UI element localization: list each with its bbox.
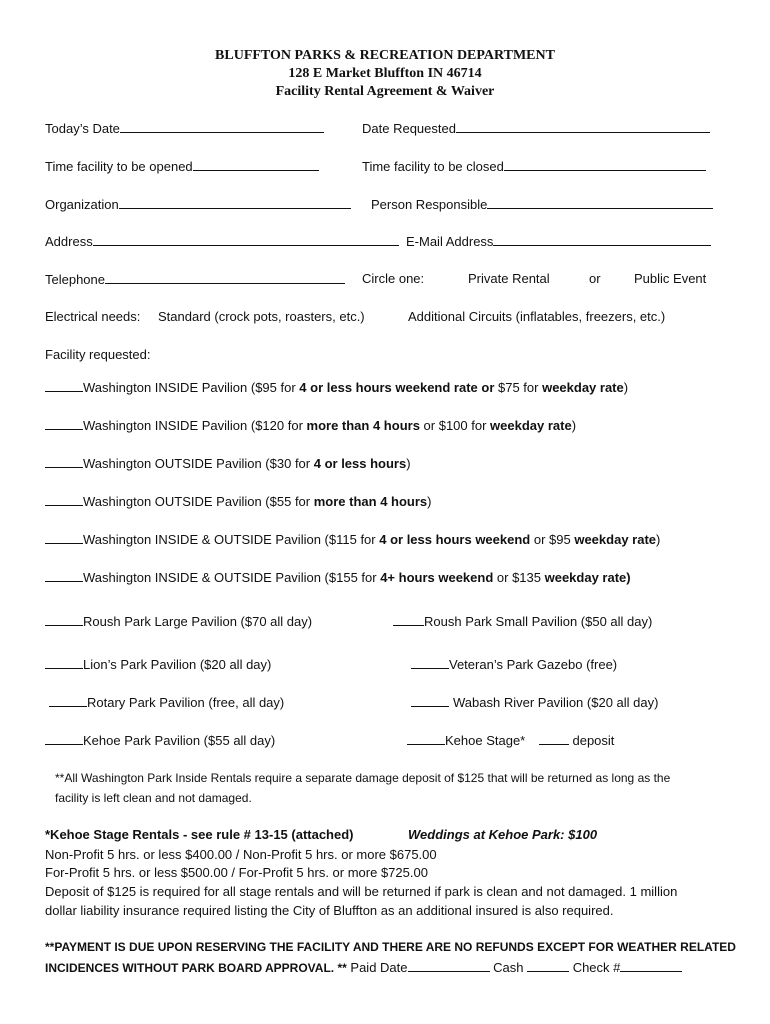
stage-deposit-line1: Deposit of $125 is required for all stage rentals and will be returned if park is clean and not damaged. 1 million xyxy=(45,884,678,899)
check-number-blank[interactable] xyxy=(620,959,682,972)
telephone-field[interactable] xyxy=(45,271,345,287)
checkbox-blank[interactable] xyxy=(49,694,87,707)
department-address: 128 E Market Bluffton IN 46714 xyxy=(288,66,482,81)
option-text: Washington OUTSIDE Pavilion ($55 for xyxy=(83,494,314,509)
option-text: Washington INSIDE & OUTSIDE Pavilion ($155 for xyxy=(83,570,381,585)
option-text: Washington OUTSIDE Pavilion ($30 for xyxy=(83,456,314,471)
option-text: Wabash River Pavilion ($20 all day) xyxy=(453,695,659,710)
washington-outside-more-option[interactable] xyxy=(45,493,432,509)
checkbox-blank[interactable] xyxy=(411,694,449,707)
forprofit-rates: For-Profit 5 hrs. or less $500.00 / For-Profit 5 hrs. or more $725.00 xyxy=(45,865,428,880)
todays-date-field[interactable] xyxy=(45,120,324,136)
option-text: Veteran’s Park Gazebo (free) xyxy=(449,657,618,672)
date-requested-field[interactable] xyxy=(362,120,710,136)
telephone-label: Telephone xyxy=(45,272,105,287)
deposit-note-line1: **All Washington Park Inside Rentals require a separate damage deposit of $125 that will be returned as long as the xyxy=(55,771,671,785)
option-bold-text: weekday rate xyxy=(542,380,624,395)
checkbox-blank[interactable] xyxy=(45,455,83,468)
veterans-gazebo-option[interactable] xyxy=(411,656,617,672)
option-text: or $135 xyxy=(493,570,545,585)
time-closed-blank[interactable] xyxy=(504,158,706,171)
payment-policy-line2 xyxy=(45,959,682,975)
person-responsible-blank[interactable] xyxy=(487,196,713,209)
option-text: Roush Park Small Pavilion ($50 all day) xyxy=(424,614,653,629)
checkbox-blank[interactable] xyxy=(393,613,424,626)
person-responsible-label: Person Responsible xyxy=(371,197,488,212)
option-text: ) xyxy=(406,456,411,471)
option-bold-text: weekday rate xyxy=(574,532,657,547)
telephone-blank[interactable] xyxy=(105,271,345,284)
checkbox-blank[interactable] xyxy=(411,656,449,669)
option-bold-text: 4+ hours weekend xyxy=(380,570,494,585)
payment-policy-line1: **PAYMENT IS DUE UPON RESERVING THE FACILITY AND THERE ARE NO REFUNDS EXCEPT FOR WEATHER RELATED xyxy=(45,940,736,954)
option-bold-text: 4 or less hours xyxy=(313,456,407,471)
wabash-river-option[interactable] xyxy=(411,694,658,710)
todays-date-blank[interactable] xyxy=(120,120,324,133)
email-blank[interactable] xyxy=(493,233,711,246)
checkbox-blank[interactable] xyxy=(407,732,445,745)
kehoe-pavilion-option[interactable] xyxy=(45,732,275,748)
kehoe-stage-rule: *Kehoe Stage Rentals - see rule # 13-15 (attached) xyxy=(45,827,354,842)
washington-outside-4hr-option[interactable] xyxy=(45,455,411,471)
option-text: ) xyxy=(656,532,661,547)
option-text: ) xyxy=(571,418,577,433)
lions-park-option[interactable] xyxy=(45,656,271,672)
checkbox-blank[interactable] xyxy=(45,493,83,506)
or-text: or xyxy=(589,271,601,286)
address-field[interactable] xyxy=(45,233,399,249)
organization-label: Organization xyxy=(45,197,119,212)
todays-date-label: Today’s Date xyxy=(45,121,120,136)
checkbox-blank[interactable] xyxy=(45,379,83,392)
time-closed-field[interactable] xyxy=(362,158,706,174)
payment-policy-text: INCIDENCES WITHOUT PARK BOARD APPROVAL. ** xyxy=(45,961,347,975)
option-text: Washington INSIDE Pavilion ($120 for xyxy=(83,418,307,433)
time-closed-label: Time facility to be closed xyxy=(362,159,504,174)
cash-blank[interactable] xyxy=(527,959,569,972)
kehoe-weddings-price: Weddings at Kehoe Park: $100 xyxy=(408,827,598,842)
email-field[interactable] xyxy=(406,233,711,249)
email-label: E-Mail Address xyxy=(406,234,494,249)
cash-label: Cash xyxy=(489,960,528,975)
checkbox-blank[interactable] xyxy=(45,569,83,582)
time-opened-label: Time facility to be opened xyxy=(45,159,193,174)
time-opened-field[interactable] xyxy=(45,158,319,174)
check-label: Check # xyxy=(569,960,621,975)
rotary-park-option[interactable] xyxy=(49,694,284,710)
option-bold-text: weekday rate xyxy=(490,418,572,433)
deposit-blank[interactable] xyxy=(539,732,569,745)
organization-field[interactable] xyxy=(45,196,351,212)
option-text: or $100 for xyxy=(419,418,491,433)
washington-both-plus-option[interactable] xyxy=(45,569,631,585)
private-rental-option[interactable]: Private Rental xyxy=(468,271,550,286)
person-responsible-field[interactable] xyxy=(371,196,713,212)
date-requested-blank[interactable] xyxy=(456,120,710,133)
public-event-option[interactable]: Public Event xyxy=(634,271,707,286)
checkbox-blank[interactable] xyxy=(45,656,83,669)
additional-circuits-option[interactable]: Additional Circuits (inflatables, freezers, etc.) xyxy=(408,309,666,324)
option-bold-text: 4 or less hours weekend rate or xyxy=(299,380,495,395)
paid-date-label: Paid Date xyxy=(346,960,408,975)
paid-date-blank[interactable] xyxy=(408,959,490,972)
option-bold-text: more than 4 hours xyxy=(306,418,420,433)
option-bold-text: weekday rate) xyxy=(544,570,631,585)
option-text: Washington INSIDE & OUTSIDE Pavilion ($115 for xyxy=(83,532,380,547)
washington-both-4hr-option[interactable] xyxy=(45,531,660,547)
option-text: Rotary Park Pavilion (free, all day) xyxy=(87,695,285,710)
kehoe-stage-option[interactable] xyxy=(407,732,614,748)
organization-blank[interactable] xyxy=(119,196,351,209)
roush-small-option[interactable] xyxy=(393,613,652,629)
address-blank[interactable] xyxy=(93,233,399,246)
option-bold-text: more than 4 hours xyxy=(313,494,428,509)
option-text: ) xyxy=(623,380,629,395)
nonprofit-rates: Non-Profit 5 hrs. or less $400.00 / Non-Profit 5 hrs. or more $675.00 xyxy=(45,847,437,862)
option-text: Lion’s Park Pavilion ($20 all day) xyxy=(83,657,272,672)
standard-electrical-option[interactable]: Standard (crock pots, roasters, etc.) xyxy=(158,309,365,324)
stage-deposit-line2: dollar liability insurance required listing the City of Bluffton as an additional insured is also required. xyxy=(45,903,614,918)
time-opened-blank[interactable] xyxy=(193,158,319,171)
deposit-label: deposit xyxy=(572,733,615,748)
checkbox-blank[interactable] xyxy=(45,531,83,544)
checkbox-blank[interactable] xyxy=(45,613,83,626)
washington-inside-more-option[interactable] xyxy=(45,417,576,433)
electrical-needs-label: Electrical needs: xyxy=(45,309,141,324)
option-text: $75 for xyxy=(494,380,543,395)
option-bold-text: 4 or less hours weekend xyxy=(379,532,531,547)
option-text: Kehoe Park Pavilion ($55 all day) xyxy=(83,733,276,748)
checkbox-blank[interactable] xyxy=(45,417,83,430)
option-text: Washington INSIDE Pavilion ($95 for xyxy=(83,380,300,395)
option-text: or $95 xyxy=(530,532,575,547)
facility-requested-label: Facility requested: xyxy=(45,347,151,362)
address-label: Address xyxy=(45,234,93,249)
form-title: Facility Rental Agreement & Waiver xyxy=(275,84,495,99)
option-text: Roush Park Large Pavilion ($70 all day) xyxy=(83,614,313,629)
washington-inside-4hr-option[interactable] xyxy=(45,379,628,395)
checkbox-blank[interactable] xyxy=(45,732,83,745)
option-text: ) xyxy=(427,494,432,509)
option-text: Kehoe Stage* xyxy=(445,733,526,748)
department-title: BLUFFTON PARKS & RECREATION DEPARTMENT xyxy=(215,48,555,63)
roush-large-option[interactable] xyxy=(45,613,312,629)
date-requested-label: Date Requested xyxy=(362,121,456,136)
deposit-note-line2: facility is left clean and not damaged. xyxy=(55,791,252,805)
circle-one-label: Circle one: xyxy=(362,271,425,286)
